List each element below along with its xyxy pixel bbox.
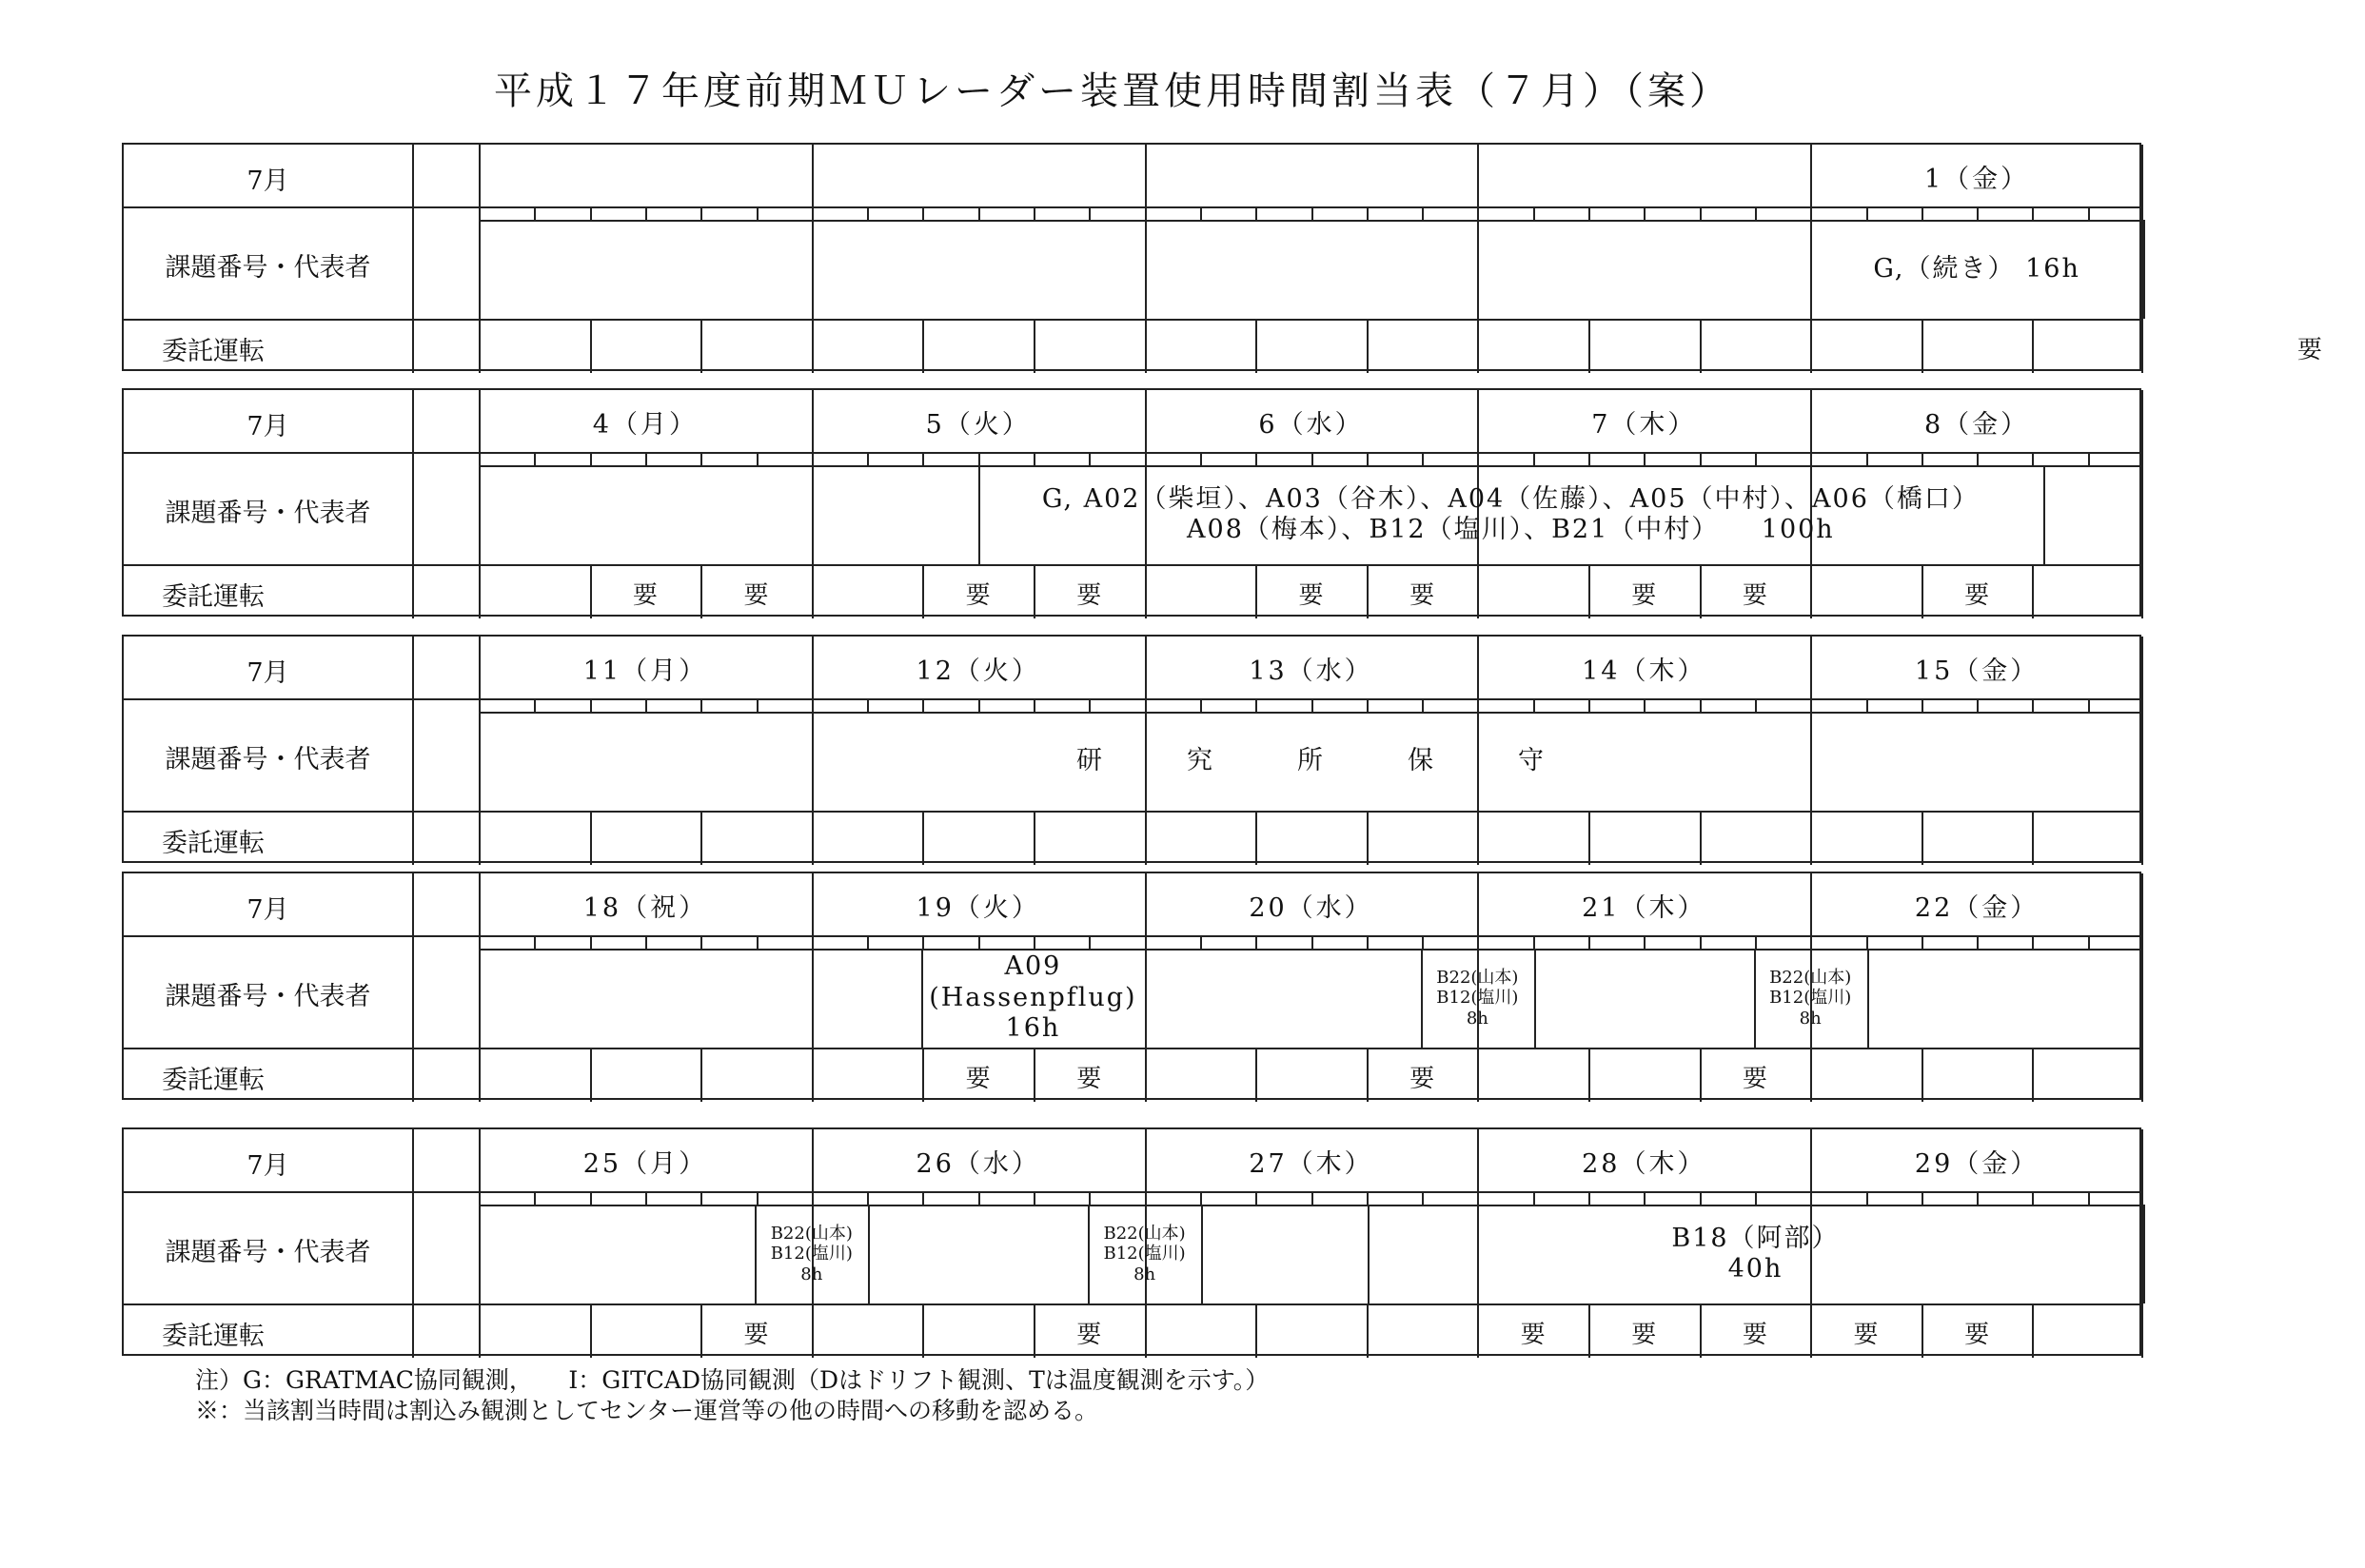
project-line: A09: [1004, 951, 1062, 982]
tick-mark: [757, 935, 759, 949]
day-header: 27（木）: [1249, 1149, 1373, 1179]
tick-mark: [978, 206, 980, 220]
slot-divider: [2032, 1048, 2034, 1102]
required-mark: 要: [1631, 1321, 1657, 1349]
column-divider: [2141, 637, 2143, 865]
tick-mark: [1422, 935, 1424, 949]
tick-mark: [1755, 698, 1757, 712]
day-header: 13（水）: [1249, 657, 1373, 686]
slot-divider: [590, 1048, 592, 1102]
tick-mark: [590, 935, 592, 949]
row-label-month: 7月: [246, 658, 289, 688]
tick-mark: [1588, 698, 1590, 712]
tick-mark: [1367, 206, 1369, 220]
slot-divider: [1700, 319, 1702, 373]
row-label-project: 課題番号・代表者: [165, 253, 371, 283]
project-line: B22(山本): [1103, 1223, 1186, 1244]
required-mark: 要: [1631, 581, 1657, 610]
tick-mark: [1922, 935, 1923, 949]
column-divider: [479, 145, 481, 373]
block-edge: [1088, 1205, 1090, 1303]
tick-mark: [1866, 206, 1868, 220]
row-label-project: 課題番号・代表者: [165, 982, 371, 1011]
tick-mark: [590, 206, 592, 220]
tick-mark: [1700, 206, 1702, 220]
slot-divider: [2032, 811, 2034, 865]
tick-mark: [1866, 935, 1868, 949]
week-table-5: [122, 1127, 2141, 1356]
project-line: (Hassenpflug): [929, 982, 1137, 1012]
block-edge: [1201, 1205, 1203, 1303]
tick-mark: [1700, 1191, 1702, 1205]
tick-mark: [867, 206, 869, 220]
project-line: B22(山本): [1436, 967, 1519, 988]
row-label-month: 7月: [246, 1151, 289, 1181]
slot-divider: [1367, 811, 1369, 865]
day-header: 22（金）: [1914, 893, 2040, 923]
slot-divider: [2032, 1303, 2034, 1358]
tick-mark: [1089, 698, 1091, 712]
required-mark: 要: [1409, 581, 1435, 610]
slot-divider: [700, 811, 702, 865]
tick-mark: [645, 206, 647, 220]
tick-mark: [1367, 698, 1369, 712]
row-label-contract: 委託運転: [162, 1322, 265, 1351]
day-header: 14（木）: [1582, 657, 1706, 686]
day-header: 5（火）: [925, 410, 1031, 440]
block-edge: [2143, 1205, 2145, 1303]
footnote-legend: 注）G：GRATMAC協同観測， I：GITCAD協同観測（Dはドリフト観測、Tは温度観測を示す。）: [195, 1366, 1270, 1394]
week-table-2: [122, 388, 2141, 617]
required-mark: 要: [1742, 581, 1767, 610]
tick-mark: [700, 935, 702, 949]
week-table-4: [122, 872, 2141, 1100]
project-block: [1810, 220, 2143, 319]
tick-mark: [1866, 452, 1868, 465]
slot-divider: [1588, 1048, 1590, 1102]
day-divider: [812, 145, 814, 373]
tick-mark: [1922, 452, 1923, 465]
tick-mark: [1922, 206, 1923, 220]
block-edge: [978, 465, 980, 564]
tick-mark: [1755, 206, 1757, 220]
slot-divider: [1588, 319, 1590, 373]
tick-mark: [2032, 1191, 2034, 1205]
slot-divider: [1922, 319, 1923, 373]
tick-mark: [1422, 1191, 1424, 1205]
day-header: 28（木）: [1582, 1149, 1706, 1179]
row-divider: [124, 1048, 2143, 1049]
project-line: 8h: [1466, 1008, 1488, 1029]
tick-mark: [757, 1191, 759, 1205]
column-divider: [412, 637, 414, 865]
required-mark: 要: [1076, 581, 1102, 610]
tick-mark: [2032, 452, 2034, 465]
project-block: [755, 1205, 868, 1303]
tick-mark: [757, 698, 759, 712]
tick-mark: [1200, 698, 1202, 712]
tick-mark: [1755, 452, 1757, 465]
project-block: [1754, 949, 1867, 1048]
day-header: 15（金）: [1914, 657, 2040, 686]
project-line: 研 究 所 保 守: [1075, 745, 1546, 775]
slot-divider: [922, 811, 924, 865]
column-divider: [412, 145, 414, 373]
day-header: 26（水）: [916, 1149, 1040, 1179]
slot-divider: [1367, 1303, 1369, 1358]
tick-mark: [645, 452, 647, 465]
tick-mark: [645, 935, 647, 949]
tick-mark: [700, 206, 702, 220]
tick-mark: [1034, 452, 1035, 465]
row-label-contract: 委託運転: [162, 1066, 265, 1095]
row-label-month: 7月: [246, 895, 289, 925]
tick-mark: [867, 452, 869, 465]
tick-mark: [1089, 935, 1091, 949]
tick-mark: [1034, 698, 1035, 712]
day-header: 6（水）: [1258, 410, 1364, 440]
block-edge: [2143, 220, 2145, 319]
tick-mark: [1200, 935, 1202, 949]
row-divider: [124, 452, 2143, 454]
day-header: 18（祝）: [582, 893, 708, 923]
block-edge: [1754, 949, 1756, 1048]
tick-mark: [1089, 206, 1091, 220]
required-mark: 要: [1520, 1321, 1546, 1349]
row-label-project: 課題番号・代表者: [165, 745, 371, 774]
row-divider: [124, 698, 2143, 700]
required-mark: 要: [632, 581, 658, 610]
tick-mark: [1755, 935, 1757, 949]
block-edge: [1145, 949, 1147, 1048]
tick-mark: [1255, 935, 1257, 949]
tick-mark: [534, 935, 536, 949]
slot-divider: [2032, 564, 2034, 618]
project-line: B22(山本): [1769, 967, 1852, 988]
tick-mark: [1588, 452, 1590, 465]
column-divider: [412, 390, 414, 618]
tick-mark: [2032, 935, 2034, 949]
project-block: [921, 949, 1144, 1048]
project-line: B12(塩川): [1103, 1244, 1186, 1264]
tick-mark: [534, 698, 536, 712]
day-header: 20（水）: [1249, 893, 1373, 923]
tick-mark: [700, 1191, 702, 1205]
tick-mark: [2032, 206, 2034, 220]
tick-mark: [590, 698, 592, 712]
tick-strip-line: [479, 949, 2143, 951]
project-line: G, A02（柴垣）、A03（谷木）、A04（佐藤）、A05（中村）、A06（橋口）: [1041, 483, 1980, 514]
tick-mark: [1644, 452, 1646, 465]
tick-mark: [922, 1191, 924, 1205]
tick-mark: [1533, 935, 1535, 949]
tick-mark: [534, 206, 536, 220]
slot-divider: [1588, 811, 1590, 865]
row-label-contract: 委託運転: [162, 582, 265, 612]
project-line: 8h: [1133, 1264, 1156, 1284]
slot-divider: [1255, 319, 1257, 373]
project-line: G,（続き） 16h: [1873, 253, 2080, 284]
project-block: [1088, 1205, 1201, 1303]
week-table-1: [122, 143, 2322, 371]
tick-mark: [1977, 698, 1979, 712]
slot-divider: [1255, 1048, 1257, 1102]
tick-mark: [1533, 1191, 1535, 1205]
day-header: 25（月）: [582, 1149, 708, 1179]
tick-mark: [867, 698, 869, 712]
project-block: [978, 465, 2043, 564]
tick-mark: [1588, 935, 1590, 949]
tick-mark: [1588, 1191, 1590, 1205]
tick-mark: [1367, 1191, 1369, 1205]
project-line: 8h: [1799, 1008, 1822, 1029]
project-line: A08（梅本）、B12（塩川）、B21（中村） 100h: [1187, 515, 1835, 544]
tick-mark: [590, 452, 592, 465]
slot-divider: [922, 319, 924, 373]
project-line: B12(塩川): [770, 1244, 853, 1264]
tick-mark: [1922, 698, 1923, 712]
row-divider: [124, 1303, 2143, 1305]
tick-mark: [645, 1191, 647, 1205]
slot-divider: [590, 319, 592, 373]
slot-divider: [2032, 319, 2034, 373]
tick-mark: [1089, 1191, 1091, 1205]
block-edge: [921, 949, 923, 1048]
tick-mark: [1755, 1191, 1757, 1205]
slot-divider: [1255, 811, 1257, 865]
row-divider: [124, 811, 2143, 813]
tick-mark: [1255, 206, 1257, 220]
required-mark: 要: [965, 1065, 991, 1093]
row-label-contract: 委託運転: [162, 337, 265, 366]
day-header: 19（火）: [916, 893, 1040, 923]
tick-mark: [1977, 452, 1979, 465]
row-divider: [124, 564, 2143, 566]
tick-mark: [534, 452, 536, 465]
tick-mark: [757, 452, 759, 465]
tick-mark: [922, 698, 924, 712]
required-mark: 要: [1742, 1321, 1767, 1349]
project-line: B18（阿部）: [1671, 1223, 1840, 1253]
column-divider: [412, 1129, 414, 1358]
tick-mark: [1200, 206, 1202, 220]
day-header: 1（金）: [1923, 165, 2030, 194]
week-table-3: [122, 635, 2141, 863]
block-edge: [1534, 949, 1536, 1048]
tick-mark: [1311, 452, 1313, 465]
tick-mark: [1700, 935, 1702, 949]
tick-mark: [1533, 698, 1535, 712]
block-edge: [812, 712, 814, 811]
tick-mark: [922, 452, 924, 465]
block-edge: [868, 1205, 870, 1303]
tick-mark: [978, 452, 980, 465]
required-mark: 要: [965, 581, 991, 610]
tick-mark: [590, 1191, 592, 1205]
tick-mark: [700, 698, 702, 712]
slot-divider: [1034, 319, 1035, 373]
tick-mark: [1311, 1191, 1313, 1205]
slot-divider: [1367, 319, 1369, 373]
day-header: 11（月）: [582, 657, 708, 686]
tick-mark: [1644, 935, 1646, 949]
tick-mark: [978, 935, 980, 949]
required-mark: 要: [1853, 1321, 1879, 1349]
slot-divider: [1255, 1303, 1257, 1358]
footnote-transfer: ※：当該割当時間は割込み観測としてセンター運営等の他の時間への移動を認める。: [195, 1397, 1099, 1424]
project-line: 8h: [800, 1264, 823, 1284]
tick-mark: [922, 206, 924, 220]
tick-mark: [1311, 206, 1313, 220]
required-mark: 要: [1964, 1321, 1990, 1349]
block-edge: [2043, 465, 2045, 564]
block-edge: [755, 1205, 757, 1303]
tick-mark: [2032, 698, 2034, 712]
tick-mark: [978, 698, 980, 712]
tick-mark: [1977, 206, 1979, 220]
tick-mark: [1866, 1191, 1868, 1205]
page-title: 平成１７年度前期ＭＵレーダー装置使用時間割当表（７月）（案）: [494, 69, 1731, 113]
day-header: 21（木）: [1582, 893, 1706, 923]
row-label-project: 課題番号・代表者: [165, 1238, 371, 1267]
required-mark: 要: [1076, 1321, 1102, 1349]
tick-mark: [1588, 206, 1590, 220]
tick-mark: [700, 452, 702, 465]
block-edge: [1867, 949, 1869, 1048]
slot-divider: [700, 319, 702, 373]
tick-mark: [1255, 452, 1257, 465]
project-line: 16h: [1005, 1013, 1061, 1044]
project-block: [1421, 949, 1534, 1048]
tick-mark: [1089, 452, 1091, 465]
tick-mark: [1311, 698, 1313, 712]
required-mark: 要: [1964, 581, 1990, 610]
project-block: [812, 712, 1810, 811]
slot-divider: [1700, 811, 1702, 865]
tick-mark: [1422, 698, 1424, 712]
tick-mark: [1422, 452, 1424, 465]
tick-mark: [2088, 935, 2090, 949]
tick-mark: [2088, 698, 2090, 712]
tick-mark: [645, 698, 647, 712]
required-mark: 要: [743, 1321, 769, 1349]
tick-mark: [1367, 452, 1369, 465]
tick-mark: [1200, 452, 1202, 465]
block-edge: [1810, 220, 1812, 319]
slot-divider: [1922, 1048, 1923, 1102]
project-line: B12(塩川): [1436, 988, 1519, 1009]
day-header: 4（月）: [592, 410, 698, 440]
tick-mark: [1034, 1191, 1035, 1205]
tick-mark: [757, 206, 759, 220]
tick-mark: [867, 1191, 869, 1205]
day-header: 7（木）: [1591, 410, 1697, 440]
slot-divider: [1034, 811, 1035, 865]
slot-divider: [922, 1303, 924, 1358]
tick-mark: [1700, 452, 1702, 465]
row-label-month: 7月: [246, 167, 289, 196]
tick-mark: [1422, 206, 1424, 220]
footnotes: [195, 1365, 1269, 1426]
tick-mark: [2088, 452, 2090, 465]
tick-mark: [1311, 935, 1313, 949]
project-block: [1368, 1205, 2143, 1303]
column-divider: [2141, 873, 2143, 1102]
block-edge: [1421, 949, 1423, 1048]
row-divider: [124, 206, 2143, 208]
row-label-project: 課題番号・代表者: [165, 499, 371, 528]
project-line: 40h: [1727, 1254, 1784, 1284]
required-mark: 要: [1298, 581, 1324, 610]
row-divider: [124, 319, 2143, 321]
tick-mark: [922, 935, 924, 949]
tick-mark: [1977, 1191, 1979, 1205]
tick-mark: [1977, 935, 1979, 949]
row-divider: [124, 1191, 2143, 1193]
slot-divider: [590, 811, 592, 865]
slot-divider: [700, 1048, 702, 1102]
tick-mark: [2088, 206, 2090, 220]
row-label-month: 7月: [246, 412, 289, 441]
tick-mark: [2088, 1191, 2090, 1205]
day-divider: [1145, 145, 1147, 373]
block-edge: [1810, 712, 1812, 811]
tick-mark: [534, 1191, 536, 1205]
day-header: 29（金）: [1914, 1149, 2040, 1179]
tick-mark: [1644, 1191, 1646, 1205]
project-line: B22(山本): [770, 1223, 853, 1244]
required-mark: 要: [1409, 1065, 1435, 1093]
required-mark: 要: [1742, 1065, 1767, 1093]
row-label-contract: 委託運転: [162, 829, 265, 858]
column-divider: [412, 873, 414, 1102]
slot-divider: [590, 1303, 592, 1358]
tick-mark: [1255, 698, 1257, 712]
day-header: 12（火）: [916, 657, 1040, 686]
tick-mark: [1034, 206, 1035, 220]
tick-mark: [1255, 1191, 1257, 1205]
day-divider: [1477, 145, 1479, 373]
slot-divider: [1922, 811, 1923, 865]
tick-mark: [1700, 698, 1702, 712]
column-divider: [2141, 390, 2143, 618]
tick-mark: [1866, 698, 1868, 712]
tick-mark: [1200, 1191, 1202, 1205]
tick-mark: [1367, 935, 1369, 949]
tick-mark: [1644, 206, 1646, 220]
tick-mark: [1533, 452, 1535, 465]
tick-mark: [978, 1191, 980, 1205]
block-edge: [1368, 1205, 1370, 1303]
project-line: B12(塩川): [1769, 988, 1852, 1009]
required-mark: 要: [1076, 1065, 1102, 1093]
row-divider: [124, 935, 2143, 937]
tick-mark: [1922, 1191, 1923, 1205]
required-mark: 要: [743, 581, 769, 610]
required-mark: 要: [2296, 336, 2322, 364]
tick-mark: [1644, 698, 1646, 712]
tick-mark: [1533, 206, 1535, 220]
tick-mark: [867, 935, 869, 949]
tick-mark: [1034, 935, 1035, 949]
day-header: 8（金）: [1923, 410, 2030, 440]
